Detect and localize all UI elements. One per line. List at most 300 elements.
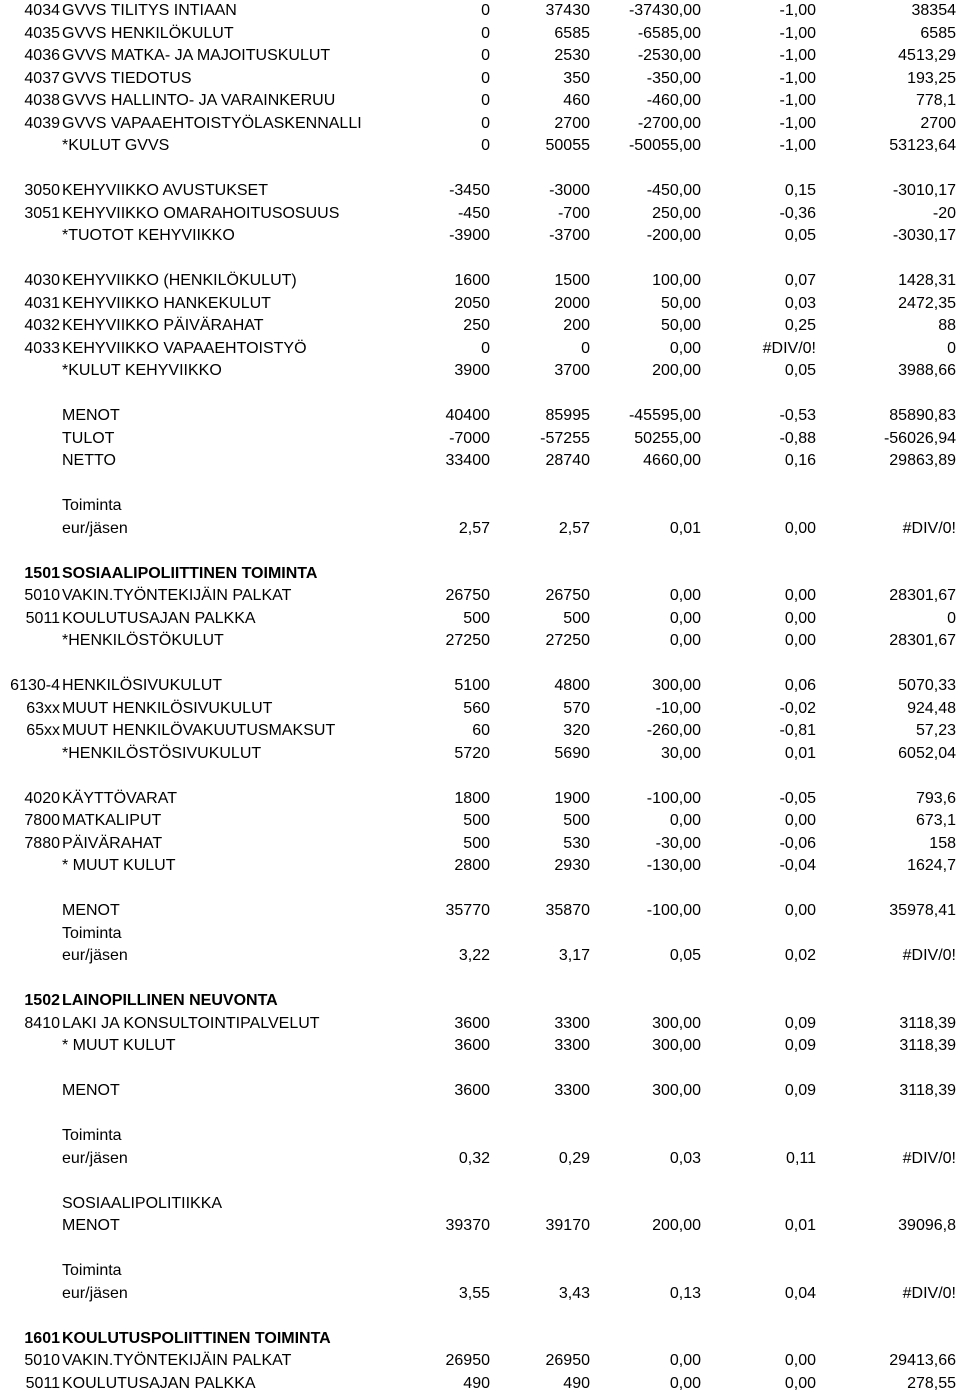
budget-value: -7000	[449, 428, 490, 451]
actual-value: 3700	[554, 360, 590, 383]
percent-value: 0,03	[785, 293, 816, 316]
difference-value: -260,00	[647, 720, 701, 743]
previous-value: -20	[933, 203, 956, 226]
actual-value: -700	[558, 203, 590, 226]
previous-value: 53123,64	[889, 135, 956, 158]
difference-value: 250,00	[652, 203, 701, 226]
table-row	[0, 855, 960, 878]
account-name: GVVS HALLINTO- JA VARAINKERUU	[62, 90, 390, 113]
actual-value: 2930	[554, 855, 590, 878]
previous-value: #DIV/0!	[903, 945, 956, 968]
budget-value: 250	[463, 315, 490, 338]
percent-value: 0,00	[785, 518, 816, 541]
budget-value: 2050	[454, 293, 490, 316]
actual-value: 28740	[546, 450, 591, 473]
table-row	[0, 563, 960, 586]
percent-value: 0,06	[785, 675, 816, 698]
table-row	[0, 45, 960, 68]
difference-value: 0,00	[670, 1373, 701, 1395]
percent-value: -1,00	[780, 0, 816, 23]
actual-value: -3700	[549, 225, 590, 248]
account-name: SOSIAALIPOLIITTINEN TOIMINTA	[62, 563, 390, 586]
budget-value: 0	[481, 135, 490, 158]
table-row	[0, 90, 960, 113]
actual-value: 320	[563, 720, 590, 743]
percent-value: #DIV/0!	[763, 338, 816, 361]
previous-value: 158	[929, 833, 956, 856]
percent-value: 0,09	[785, 1035, 816, 1058]
account-name: eur/jäsen	[62, 945, 390, 968]
table-row	[0, 1283, 960, 1306]
actual-value: -3000	[549, 180, 590, 203]
previous-value: 278,55	[907, 1373, 956, 1395]
account-name: *KULUT KEHYVIIKKO	[62, 360, 390, 383]
previous-value: 57,23	[916, 720, 956, 743]
previous-value: 3118,39	[899, 1080, 956, 1103]
difference-value: 100,00	[652, 270, 701, 293]
account-code: 4035	[2, 23, 60, 46]
account-name: GVVS HENKILÖKULUT	[62, 23, 390, 46]
actual-value: 5690	[554, 743, 590, 766]
table-row	[0, 720, 960, 743]
account-code: 4030	[2, 270, 60, 293]
previous-value: 1428,31	[898, 270, 956, 293]
previous-value: 39096,8	[898, 1215, 956, 1238]
actual-value: 500	[563, 810, 590, 833]
difference-value: 30,00	[661, 743, 701, 766]
actual-value: 490	[563, 1373, 590, 1395]
account-code: 7880	[2, 833, 60, 856]
table-row	[0, 495, 960, 518]
table-row	[0, 698, 960, 721]
account-name: KEHYVIIKKO VAPAAEHTOISTYÖ	[62, 338, 390, 361]
budget-value: 560	[463, 698, 490, 721]
account-name: * MUUT KULUT	[62, 855, 390, 878]
account-code: 1502	[2, 990, 60, 1013]
previous-value: 38354	[912, 0, 957, 23]
percent-value: -0,06	[780, 833, 816, 856]
account-code: 4033	[2, 338, 60, 361]
blank-row	[0, 1170, 960, 1193]
table-row	[0, 113, 960, 136]
table-row	[0, 630, 960, 653]
difference-value: -130,00	[647, 855, 701, 878]
previous-value: -56026,94	[884, 428, 956, 451]
percent-value: 0,05	[785, 360, 816, 383]
account-code: 4031	[2, 293, 60, 316]
account-code: 4039	[2, 113, 60, 136]
percent-value: -0,36	[780, 203, 816, 226]
actual-value: 26950	[546, 1350, 591, 1373]
previous-value: 5070,33	[898, 675, 956, 698]
budget-value: 3,22	[459, 945, 490, 968]
percent-value: 0,25	[785, 315, 816, 338]
table-row	[0, 585, 960, 608]
table-row	[0, 518, 960, 541]
budget-value: 26750	[446, 585, 491, 608]
actual-value: 2530	[554, 45, 590, 68]
difference-value: -2530,00	[638, 45, 701, 68]
account-name: Toiminta	[62, 923, 390, 946]
percent-value: 0,00	[785, 1373, 816, 1395]
actual-value: 35870	[546, 900, 591, 923]
percent-value: -0,04	[780, 855, 816, 878]
difference-value: 200,00	[652, 1215, 701, 1238]
percent-value: 0,04	[785, 1283, 816, 1306]
table-row	[0, 293, 960, 316]
budget-value: 33400	[446, 450, 491, 473]
table-row	[0, 1215, 960, 1238]
budget-value: 3600	[454, 1080, 490, 1103]
blank-row	[0, 765, 960, 788]
blank-row	[0, 968, 960, 991]
account-name: MENOT	[62, 1215, 390, 1238]
actual-value: 6585	[554, 23, 590, 46]
percent-value: 0,00	[785, 585, 816, 608]
table-row	[0, 1080, 960, 1103]
blank-row	[0, 158, 960, 181]
blank-row	[0, 1103, 960, 1126]
account-name: KOULUTUSAJAN PALKKA	[62, 1373, 390, 1395]
percent-value: 0,00	[785, 608, 816, 631]
account-code: 3051	[2, 203, 60, 226]
account-name: SOSIAALIPOLITIIKKA	[62, 1193, 390, 1216]
account-code: 63xx	[2, 698, 60, 721]
table-row	[0, 945, 960, 968]
budget-value: 35770	[446, 900, 491, 923]
percent-value: -1,00	[780, 23, 816, 46]
account-name: GVVS TIEDOTUS	[62, 68, 390, 91]
previous-value: 193,25	[907, 68, 956, 91]
account-name: Toiminta	[62, 495, 390, 518]
account-code: 5010	[2, 1350, 60, 1373]
budget-value: 3,55	[459, 1283, 490, 1306]
account-name: * MUUT KULUT	[62, 1035, 390, 1058]
budget-value: 0	[481, 68, 490, 91]
difference-value: -200,00	[647, 225, 701, 248]
table-row	[0, 675, 960, 698]
account-name: KEHYVIIKKO HANKEKULUT	[62, 293, 390, 316]
percent-value: 0,00	[785, 900, 816, 923]
previous-value: 29413,66	[889, 1350, 956, 1373]
blank-row	[0, 540, 960, 563]
actual-value: 3300	[554, 1013, 590, 1036]
blank-row	[0, 248, 960, 271]
actual-value: 0	[581, 338, 590, 361]
actual-value: 26750	[546, 585, 591, 608]
difference-value: 0,00	[670, 630, 701, 653]
budget-value: 39370	[446, 1215, 491, 1238]
account-name: NETTO	[62, 450, 390, 473]
percent-value: 0,01	[785, 743, 816, 766]
table-row	[0, 338, 960, 361]
percent-value: 0,00	[785, 1350, 816, 1373]
actual-value: 0,29	[559, 1148, 590, 1171]
actual-value: 2,57	[559, 518, 590, 541]
table-row	[0, 608, 960, 631]
table-row	[0, 900, 960, 923]
table-row	[0, 1125, 960, 1148]
difference-value: 0,00	[670, 608, 701, 631]
difference-value: 0,03	[670, 1148, 701, 1171]
table-row	[0, 270, 960, 293]
percent-value: 0,00	[785, 810, 816, 833]
account-name: GVVS TILITYS INTIAAN	[62, 0, 390, 23]
account-code: 3050	[2, 180, 60, 203]
previous-value: 673,1	[916, 810, 956, 833]
budget-value: 0	[481, 90, 490, 113]
budget-value: 1800	[454, 788, 490, 811]
actual-value: 500	[563, 608, 590, 631]
table-row	[0, 833, 960, 856]
previous-value: 2472,35	[898, 293, 956, 316]
table-row	[0, 450, 960, 473]
account-name: eur/jäsen	[62, 518, 390, 541]
budget-value: -450	[458, 203, 490, 226]
percent-value: 0,00	[785, 630, 816, 653]
table-row	[0, 68, 960, 91]
previous-value: 88	[938, 315, 956, 338]
previous-value: 3988,66	[898, 360, 956, 383]
difference-value: 300,00	[652, 675, 701, 698]
blank-row	[0, 1305, 960, 1328]
budget-value: 0,32	[459, 1148, 490, 1171]
budget-value: 60	[472, 720, 490, 743]
account-name: *TUOTOT KEHYVIIKKO	[62, 225, 390, 248]
account-name: KEHYVIIKKO AVUSTUKSET	[62, 180, 390, 203]
difference-value: -50055,00	[629, 135, 701, 158]
budget-value: 40400	[446, 405, 491, 428]
blank-row	[0, 473, 960, 496]
account-name: MENOT	[62, 1080, 390, 1103]
difference-value: 0,00	[670, 338, 701, 361]
percent-value: -1,00	[780, 113, 816, 136]
budget-value: 27250	[446, 630, 491, 653]
actual-value: 85995	[546, 405, 591, 428]
previous-value: 6585	[920, 23, 956, 46]
difference-value: 50255,00	[634, 428, 701, 451]
difference-value: -10,00	[656, 698, 701, 721]
difference-value: 200,00	[652, 360, 701, 383]
previous-value: 3118,39	[899, 1013, 956, 1036]
percent-value: -1,00	[780, 45, 816, 68]
account-code: 1601	[2, 1328, 60, 1351]
actual-value: 27250	[546, 630, 591, 653]
account-name: LAKI JA KONSULTOINTIPALVELUT	[62, 1013, 390, 1036]
account-name: *HENKILÖSTÖSIVUKULUT	[62, 743, 390, 766]
actual-value: 350	[563, 68, 590, 91]
difference-value: 0,05	[670, 945, 701, 968]
percent-value: 0,11	[786, 1148, 816, 1171]
account-name: MENOT	[62, 900, 390, 923]
blank-row	[0, 1058, 960, 1081]
budget-value: 5100	[454, 675, 490, 698]
previous-value: 0	[947, 338, 956, 361]
previous-value: 778,1	[916, 90, 956, 113]
percent-value: -0,05	[780, 788, 816, 811]
budget-value: 3600	[454, 1013, 490, 1036]
table-row	[0, 990, 960, 1013]
percent-value: 0,01	[785, 1215, 816, 1238]
budget-value: 2800	[454, 855, 490, 878]
account-name: MATKALIPUT	[62, 810, 390, 833]
account-name: *KULUT GVVS	[62, 135, 390, 158]
previous-value: #DIV/0!	[903, 518, 956, 541]
actual-value: 3,17	[559, 945, 590, 968]
account-code: 5011	[2, 608, 60, 631]
difference-value: -2700,00	[638, 113, 701, 136]
difference-value: 0,00	[670, 810, 701, 833]
difference-value: 0,01	[670, 518, 701, 541]
table-row	[0, 1148, 960, 1171]
table-row	[0, 743, 960, 766]
difference-value: -6585,00	[638, 23, 701, 46]
account-name: GVVS MATKA- JA MAJOITUSKULUT	[62, 45, 390, 68]
previous-value: 2700	[920, 113, 956, 136]
budget-value: 5720	[454, 743, 490, 766]
difference-value: -350,00	[647, 68, 701, 91]
actual-value: 1900	[554, 788, 590, 811]
actual-value: 2000	[554, 293, 590, 316]
percent-value: -0,81	[780, 720, 816, 743]
table-row	[0, 923, 960, 946]
account-code: 4036	[2, 45, 60, 68]
difference-value: -460,00	[647, 90, 701, 113]
actual-value: 530	[563, 833, 590, 856]
blank-row	[0, 383, 960, 406]
table-row	[0, 1193, 960, 1216]
account-name: Toiminta	[62, 1125, 390, 1148]
actual-value: 50055	[546, 135, 591, 158]
budget-value: 0	[481, 23, 490, 46]
difference-value: -30,00	[656, 833, 701, 856]
difference-value: 300,00	[652, 1080, 701, 1103]
percent-value: -1,00	[780, 135, 816, 158]
percent-value: 0,15	[785, 180, 816, 203]
budget-value: 0	[481, 45, 490, 68]
account-name: KOULUTUSPOLIITTINEN TOIMINTA	[62, 1328, 390, 1351]
previous-value: #DIV/0!	[903, 1148, 956, 1171]
account-code: 6130-4	[2, 675, 60, 698]
difference-value: -450,00	[647, 180, 701, 203]
difference-value: -100,00	[647, 788, 701, 811]
percent-value: -0,53	[780, 405, 816, 428]
actual-value: 1500	[554, 270, 590, 293]
previous-value: 1624,7	[907, 855, 956, 878]
percent-value: -0,88	[780, 428, 816, 451]
actual-value: 460	[563, 90, 590, 113]
budget-value: 500	[463, 833, 490, 856]
previous-value: #DIV/0!	[903, 1283, 956, 1306]
budget-value: 490	[463, 1373, 490, 1395]
account-code: 65xx	[2, 720, 60, 743]
previous-value: 28301,67	[889, 630, 956, 653]
account-code: 4020	[2, 788, 60, 811]
budget-value: 2,57	[459, 518, 490, 541]
table-row	[0, 180, 960, 203]
account-name: TULOT	[62, 428, 390, 451]
actual-value: 37430	[546, 0, 591, 23]
account-code: 4032	[2, 315, 60, 338]
budget-value: 26950	[446, 1350, 491, 1373]
account-code: 1501	[2, 563, 60, 586]
previous-value: 29863,89	[889, 450, 956, 473]
blank-row	[0, 653, 960, 676]
percent-value: 0,09	[785, 1013, 816, 1036]
actual-value: -57255	[540, 428, 590, 451]
account-name: eur/jäsen	[62, 1148, 390, 1171]
account-name: VAKIN.TYÖNTEKIJÄIN PALKAT	[62, 585, 390, 608]
account-code: 5011	[2, 1373, 60, 1395]
account-name: KEHYVIIKKO (HENKILÖKULUT)	[62, 270, 390, 293]
account-name: KÄYTTÖVARAT	[62, 788, 390, 811]
account-name: LAINOPILLINEN NEUVONTA	[62, 990, 390, 1013]
table-row	[0, 23, 960, 46]
previous-value: 3118,39	[899, 1035, 956, 1058]
budget-value: 1600	[454, 270, 490, 293]
actual-value: 2700	[554, 113, 590, 136]
account-name: VAKIN.TYÖNTEKIJÄIN PALKAT	[62, 1350, 390, 1373]
table-row	[0, 1373, 960, 1395]
previous-value: -3030,17	[893, 225, 956, 248]
difference-value: 0,00	[670, 1350, 701, 1373]
budget-value: 0	[481, 0, 490, 23]
percent-value: 0,02	[785, 945, 816, 968]
previous-value: 0	[947, 608, 956, 631]
table-row	[0, 788, 960, 811]
table-row	[0, 1328, 960, 1351]
table-row	[0, 1013, 960, 1036]
previous-value: 924,48	[907, 698, 956, 721]
percent-value: 0,07	[785, 270, 816, 293]
previous-value: 6052,04	[898, 743, 956, 766]
table-row	[0, 1035, 960, 1058]
difference-value: 4660,00	[643, 450, 701, 473]
account-name: KEHYVIIKKO OMARAHOITUSOSUUS	[62, 203, 390, 226]
account-name: MUUT HENKILÖVAKUUTUSMAKSUT	[62, 720, 390, 743]
actual-value: 3,43	[559, 1283, 590, 1306]
table-row	[0, 1350, 960, 1373]
previous-value: 28301,67	[889, 585, 956, 608]
table-row	[0, 360, 960, 383]
table-row	[0, 810, 960, 833]
account-name: MUUT HENKILÖSIVUKULUT	[62, 698, 390, 721]
percent-value: -0,02	[780, 698, 816, 721]
actual-value: 200	[563, 315, 590, 338]
table-row	[0, 405, 960, 428]
budget-value: 0	[481, 113, 490, 136]
table-row	[0, 428, 960, 451]
previous-value: 85890,83	[889, 405, 956, 428]
account-name: MENOT	[62, 405, 390, 428]
percent-value: -1,00	[780, 90, 816, 113]
table-row	[0, 135, 960, 158]
previous-value: 793,6	[916, 788, 956, 811]
account-name: KOULUTUSAJAN PALKKA	[62, 608, 390, 631]
account-name: PÄIVÄRAHAT	[62, 833, 390, 856]
budget-value: 3600	[454, 1035, 490, 1058]
difference-value: 0,13	[670, 1283, 701, 1306]
account-name: HENKILÖSIVUKULUT	[62, 675, 390, 698]
budget-value: 3900	[454, 360, 490, 383]
difference-value: 300,00	[652, 1013, 701, 1036]
account-code: 4038	[2, 90, 60, 113]
account-name: GVVS VAPAAEHTOISTYÖLASKENNALLI	[62, 113, 390, 136]
account-name: eur/jäsen	[62, 1283, 390, 1306]
table-row	[0, 225, 960, 248]
percent-value: 0,16	[785, 450, 816, 473]
difference-value: -37430,00	[629, 0, 701, 23]
